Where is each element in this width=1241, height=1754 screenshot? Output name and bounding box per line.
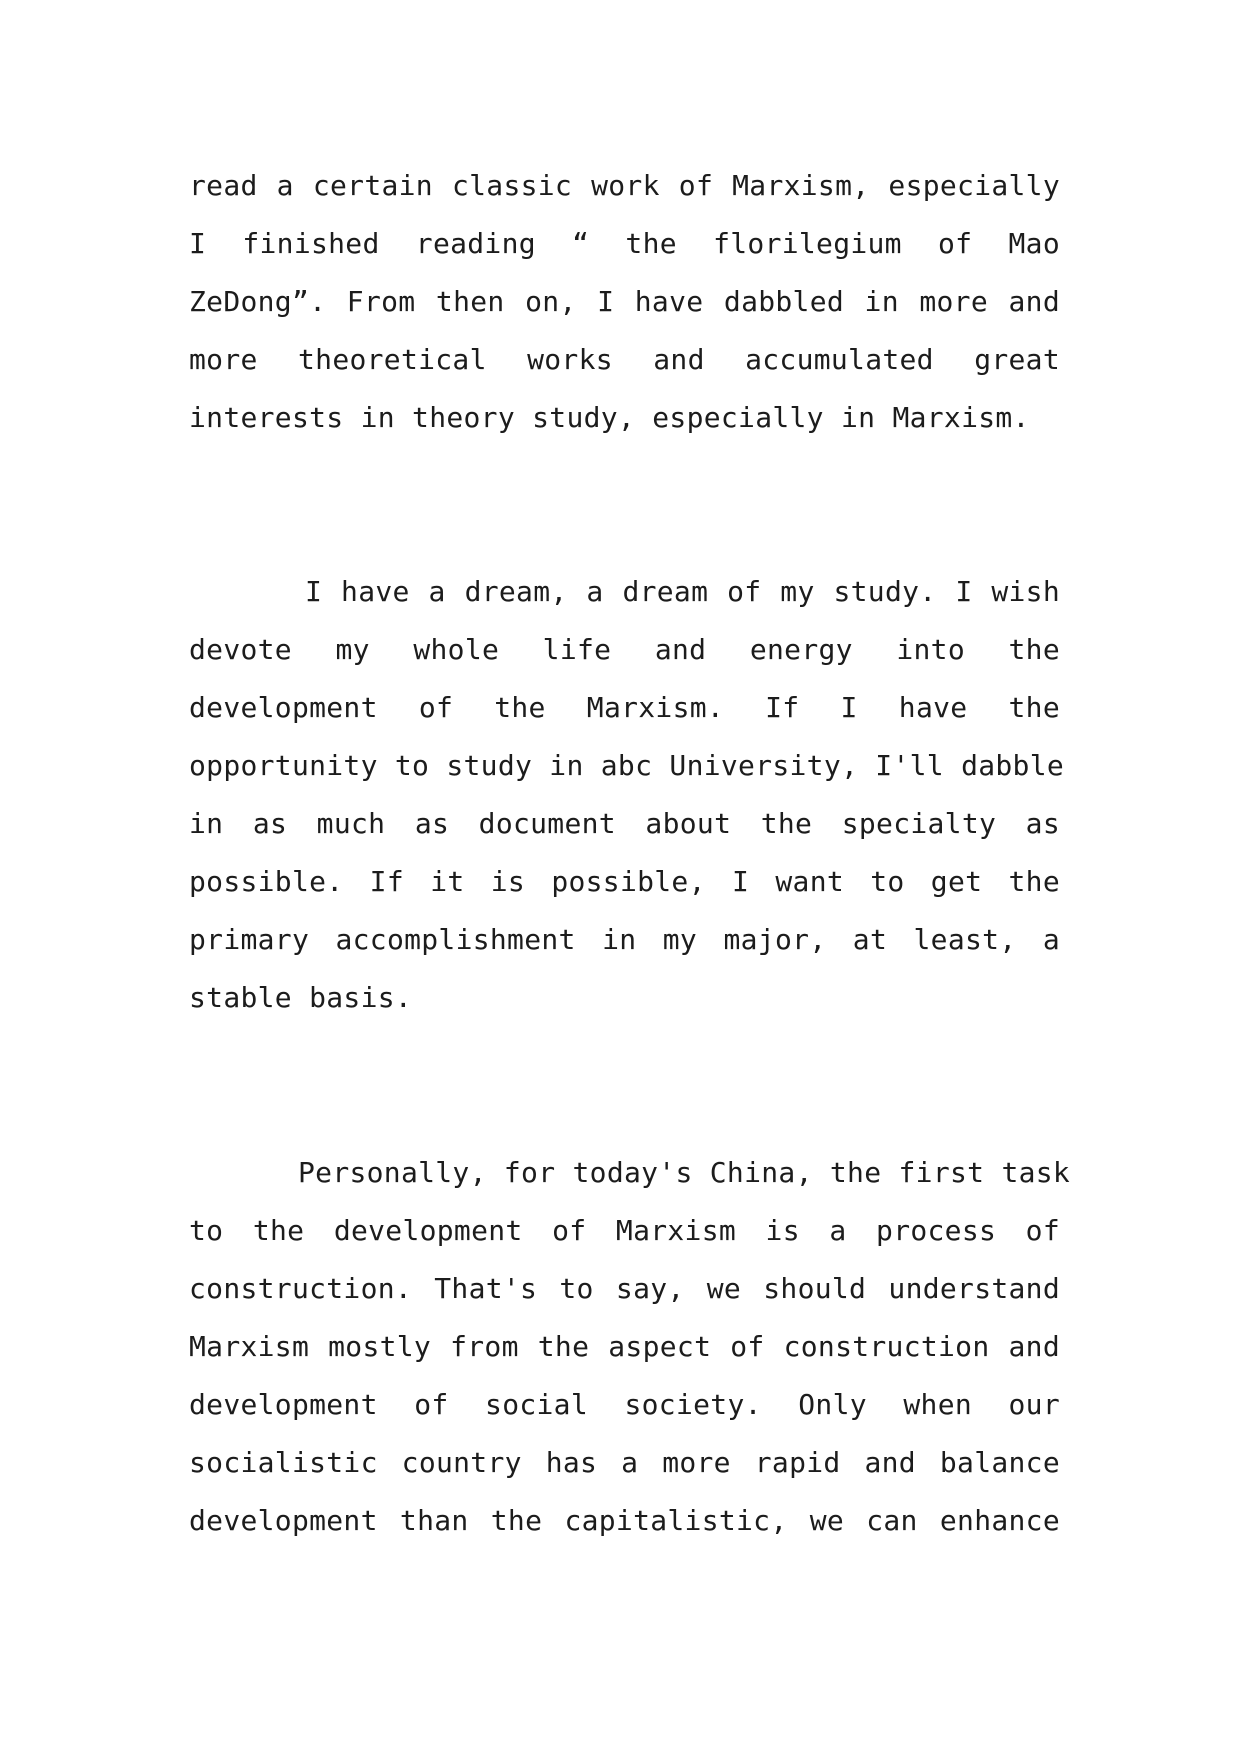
paragraph-3-line-5: development of social society. Only when our [189, 1388, 1060, 1421]
paragraph-3-line-6: socialistic country has a more rapid and balance [189, 1446, 1060, 1479]
paragraph-3-line-1: Personally, for today's China, the first task [298, 1156, 1071, 1189]
paragraph-3-line-3: construction. That's to say, we should understand [189, 1272, 1060, 1305]
paragraph-3-line-7: development than the capitalistic, we can enhance [189, 1504, 1060, 1537]
paragraph-3-line-4: Marxism mostly from the aspect of construction and [189, 1330, 1060, 1363]
paragraph-1-line-4: more theoretical works and accumulated great [189, 343, 1060, 376]
paragraph-2-line-4: opportunity to study in abc University, I'll dabble [189, 749, 1065, 782]
paragraph-1-line-3: ZeDong”. From then on, I have dabbled in more and [189, 285, 1060, 318]
paragraph-1-line-5: interests in theory study, especially in Marxism. [189, 401, 1030, 434]
paragraph-2-line-5: in as much as document about the specialty as [189, 807, 1060, 840]
paragraph-2-line-2: devote my whole life and energy into the [189, 633, 1060, 666]
paragraph-2-line-6: possible. If it is possible, I want to get the [189, 865, 1060, 898]
paragraph-2-line-3: development of the Marxism. If I have the [189, 691, 1060, 724]
paragraph-1-line-1: read a certain classic work of Marxism, especially [189, 169, 1060, 202]
paragraph-2-line-1: I have a dream, a dream of my study. I wish [305, 575, 1060, 608]
paragraph-3-line-2: to the development of Marxism is a process of [189, 1214, 1060, 1247]
paragraph-2-line-8: stable basis. [189, 981, 413, 1014]
paragraph-1-line-2: I finished reading “ the florilegium of Mao [189, 227, 1060, 260]
paragraph-2-line-7: primary accomplishment in my major, at least, a [189, 923, 1060, 956]
